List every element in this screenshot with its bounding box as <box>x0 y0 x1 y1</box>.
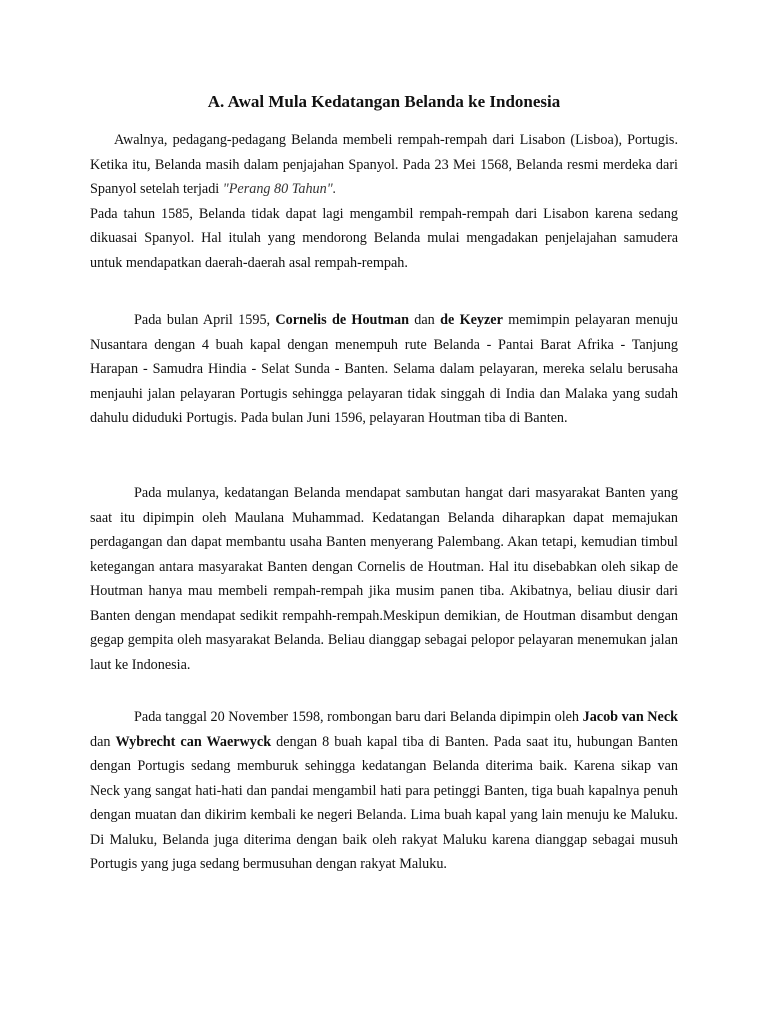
p4-text-c: dengan 8 buah kapal tiba di Banten. Pada saat itu, hubungan Banten dengan Portugis sedang memburuk sehingga kedatangan Belanda diterima baik. Karena sikap van Neck yang sangat hati-hati dan pandai mengambil hati para petinggi Banten, tiga buah kapalnya penuh dengan muatan dan dikirim kembali ke negeri Belanda. Lima buah kapal yang lain menuju ke Maluku. Di Maluku, Belanda juga diterima dengan baik oleh rakyat Maluku karena dianggap sebagai musuh Portugis yang juga sedang bermusuhan dengan rakyat Maluku. <box>90 733 678 872</box>
paragraph-1 <box>90 128 678 275</box>
p1-text-b: . <box>332 181 337 197</box>
p4-text-b: dan <box>90 733 116 750</box>
p3-text: Pada mulanya, kedatangan Belanda mendapat sambutan hangat dari masyarakat Banten yang saat itu dipimpin oleh Maulana Muhammad. Kedatangan Belanda diharapkan dapat memajukan perdagangan dan dapat membantu usaha Banten menyerang Palembang. Akan tetapi, kemudian timbul ketegangan antara masyarakat Banten dengan Cornelis de Houtman. Hal itu disebabkan oleh sikap de Houtman hanya mau membeli rempah-rempah jika musim panen tiba. Akibatnya, beliau diusir dari Banten dengan mendapat sedikit rempahh-rempah.Meskipun demikian, de Houtman disambut dengan gegap gempita oleh masyarakat Belanda. Beliau dianggap sebagai pelopor pelayaran menemukan jalan laut ke Indonesia. <box>90 485 678 673</box>
p2-text-c: memimpin pelayaran menuju Nusantara dengan 4 buah kapal dengan menempuh rute Belanda - Pantai Barat Afrika - Tanjung Harapan - Samudra Hindia - Selat Sunda - Banten. Selama dalam pelayaran, mereka selalu berusaha menjauhi jalan pelayaran Portugis sehingga pelayaran tidak singgah di India dan Malaka yang sudah dahulu diduduki Portugis. Pada bulan Juni 1596, pelayaran Houtman tiba di Banten. <box>90 312 678 426</box>
p2-text-a: Pada bulan April 1595, <box>134 312 276 328</box>
p1-text-c: Pada tahun 1585, Belanda tidak dapat lagi mengambil rempah-rempah dari Lisabon karena sedang dikuasai Spanyol. Hal itulah yang mendorong Belanda mulai mengadakan penjelajahan samudera untuk mendapatkan daerah-daerah asal rempah-rempah. <box>90 205 678 271</box>
p2-bold-2: de Keyzer <box>440 312 503 328</box>
page-title: A. Awal Mula Kedatangan Belanda ke Indonesia <box>207 92 561 111</box>
p2-text-b: dan <box>408 312 441 328</box>
paragraph-3 <box>90 481 678 677</box>
p4-bold-1: Jacob van Neck <box>582 709 679 725</box>
p2-bold-1: Cornelis de Houtman <box>275 312 409 328</box>
p4-bold-2: Wybrecht can Waerwyck <box>115 733 272 750</box>
p1-text-a: Awalnya, pedagang-pedagang Belanda membeli rempah-rempah dari Lisabon (Lisboa), Portugis. Ketika itu, Belanda masih dalam penjajahan Spanyol. Pada 23 Mei 1568, Belanda resmi merdeka dari Spanyol setelah terjadi <box>90 132 678 197</box>
paragraph-4 <box>90 705 678 877</box>
p4-text-a: Pada tanggal 20 November 1598, rombongan baru dari Belanda dipimpin oleh <box>134 709 583 725</box>
p1-italic: "Perang 80 Tahun" <box>222 181 333 197</box>
paragraph-2 <box>90 308 678 431</box>
